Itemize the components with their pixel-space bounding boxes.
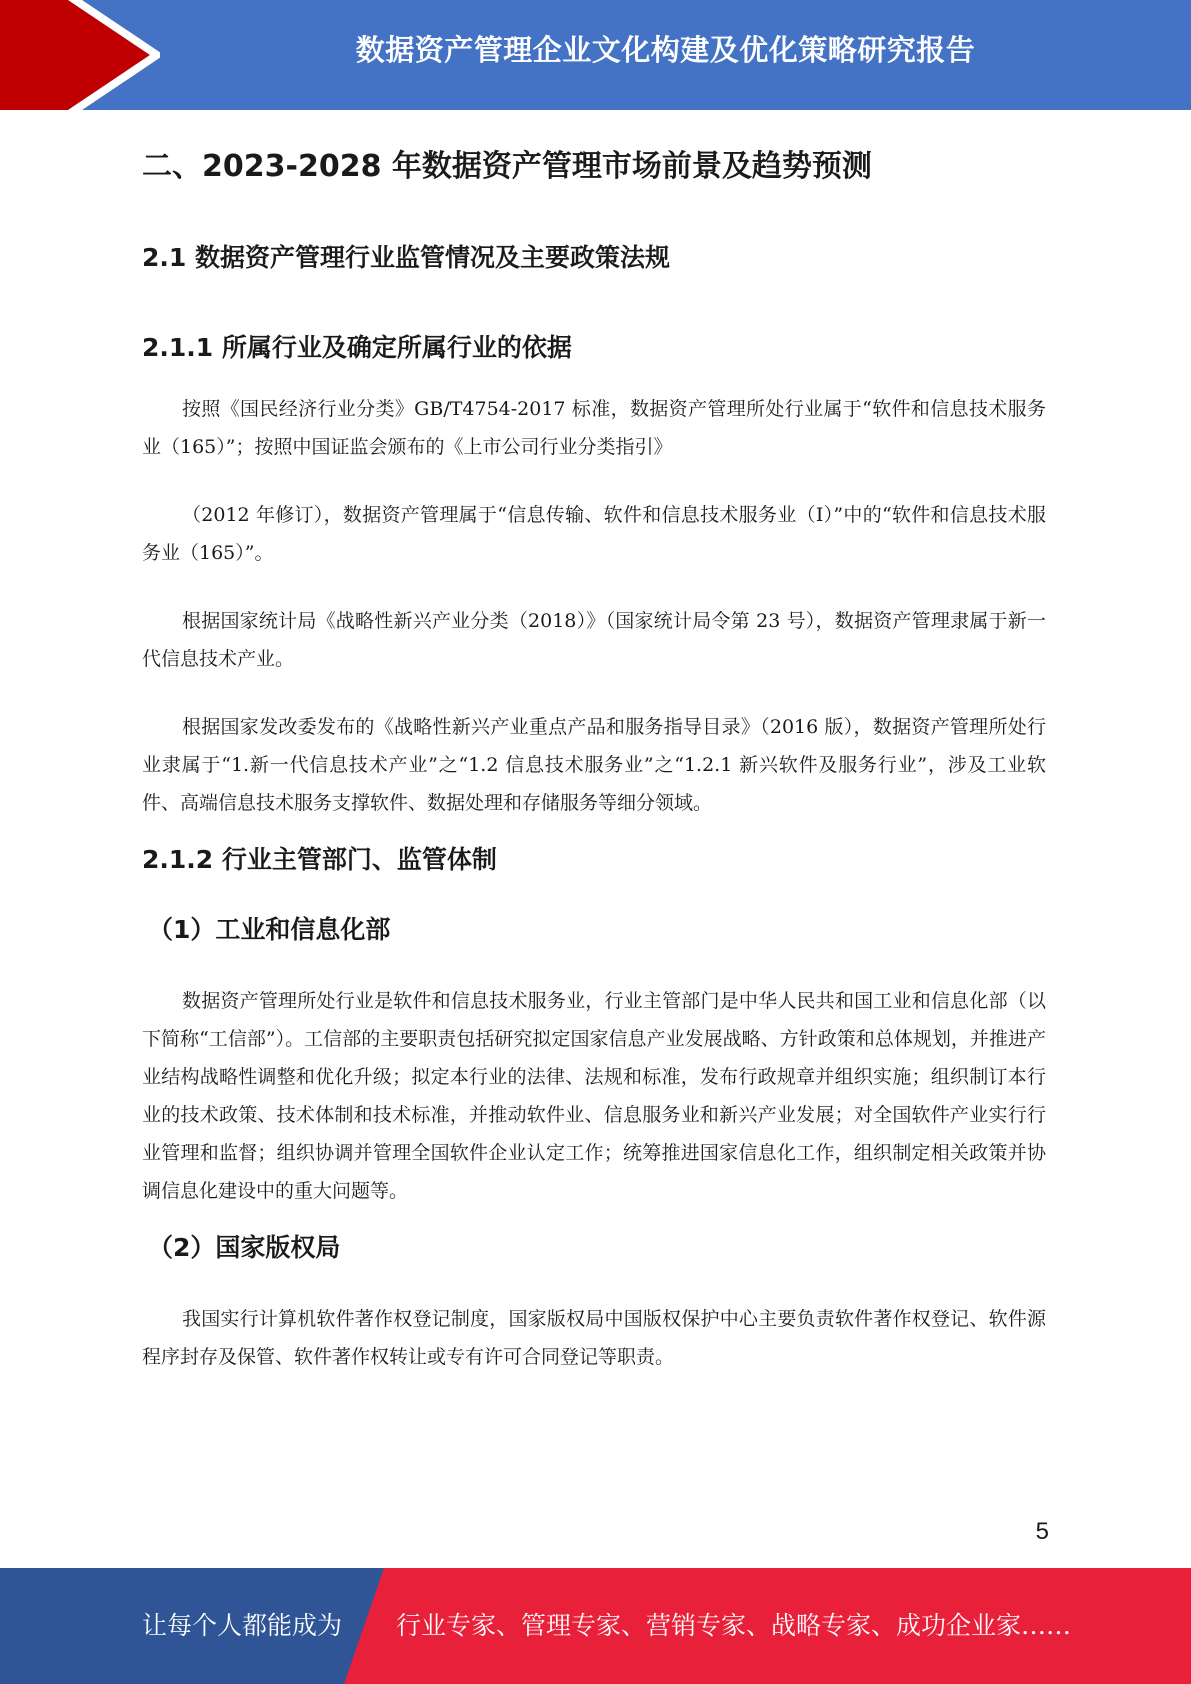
paragraph: （2012 年修订），数据资产管理属于“信息传输、软件和信息技术服务业（I）”中的“软件和信息技术服务业（165）”。 [142,504,1046,564]
footer-slogan-right: 行业专家、管理专家、营销专家、战略专家、成功企业家…… [396,1611,1072,1640]
paragraph: 数据资产管理所处行业是软件和信息技术服务业，行业主管部门是中华人民共和国工业和信息化部（以下简称“工信部”）。工信部的主要职责包括研究拟定国家信息产业发展战略、方针政策和总体规划，并推进产业结构战略性调整和优化升级；拟定本行业的法律、法规和标准，发布行政规章并组织实施；组织制订本行业的技术政策、技术体制和技术标准，并推动软件业、信息服务业和新兴产业发展；对全国软件产业实行行业管理和监督；组织协调并管理全国软件企业认定工作；统筹推进国家信息化工作，组织制定相关政策并协调信息化建设中的重大问题等。 [142,990,1046,1202]
section-heading-2-1-2: 2.1.2 行业主管部门、监管体制 [142,845,497,874]
report-title: 数据资产管理企业文化构建及优化策略研究报告 [355,33,976,67]
subsection-heading-miit: （1）工业和信息化部 [148,915,391,944]
section-heading-main: 二、2023-2028 年数据资产管理市场前景及趋势预测 [142,149,872,184]
page-header [0,0,1191,110]
paragraph: 按照《国民经济行业分类》GB/T4754-2017 标准，数据资产管理所处行业属于“软件和信息技术服务业（165）”；按照中国证监会颁布的《上市公司行业分类指引》 [142,398,1046,458]
page-number: 5 [1035,1518,1049,1545]
red-chevron-icon [0,0,160,110]
document-body [142,130,1046,1376]
paragraph: 我国实行计算机软件著作权登记制度，国家版权局中国版权保护中心主要负责软件著作权登记、软件源程序封存及保管、软件著作权转让或专有许可合同登记等职责。 [142,1308,1046,1368]
section-heading-2-1: 2.1 数据资产管理行业监管情况及主要政策法规 [142,243,670,272]
section-heading-2-1-1: 2.1.1 所属行业及确定所属行业的依据 [142,333,572,362]
page-footer [0,1568,1191,1684]
paragraph: 根据国家发改委发布的《战略性新兴产业重点产品和服务指导目录》（2016 版），数据资产管理所处行业隶属于“1.新一代信息技术产业”之“1.2 信息技术服务业”之“1.2.1 新兴软件及服务行业”，涉及工业软件、高端信息技术服务支撑软件、数据处理和存储服务等细分领域。 [142,716,1046,814]
footer-slogan-left: 让每个人都能成为 [142,1611,343,1640]
paragraph: 根据国家统计局《战略性新兴产业分类（2018）》（国家统计局令第 23 号），数据资产管理隶属于新一代信息技术产业。 [142,610,1046,670]
subsection-heading-copyright: （2）国家版权局 [148,1233,341,1262]
